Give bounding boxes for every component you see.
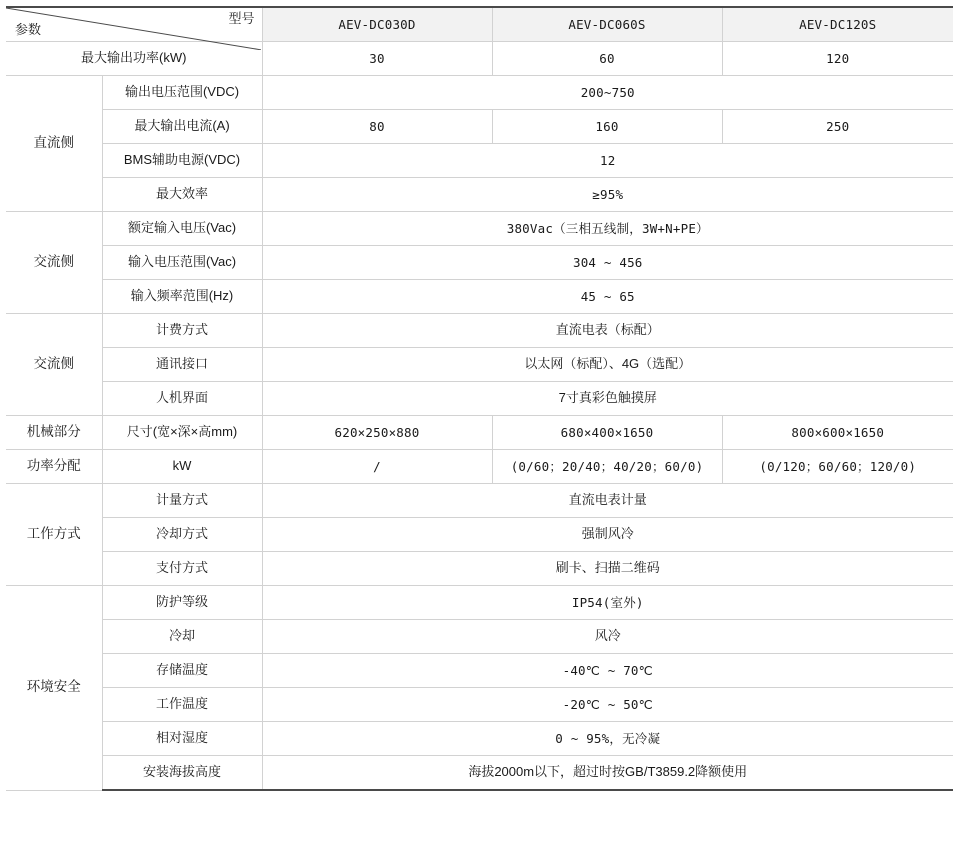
diagonal-divider-icon — [6, 8, 261, 50]
row-value-merged: 12 — [262, 144, 953, 178]
group-label-ac: 交流侧 — [6, 212, 102, 314]
row-value-merged: 风冷 — [262, 620, 953, 654]
row-item-label: 防护等级 — [102, 586, 262, 620]
table-row — [6, 348, 953, 382]
table-row — [6, 484, 953, 518]
table-row — [6, 76, 953, 110]
table-row — [6, 416, 953, 450]
row-value: 800×600×1650 — [722, 416, 953, 450]
row-value: (0/120；60/60；120/0) — [722, 450, 953, 484]
table-row — [6, 212, 953, 246]
row-item-label: 冷却 — [102, 620, 262, 654]
row-value-merged: 海拔2000m以下，超过时按GB/T3859.2降额使用 — [262, 756, 953, 791]
row-value-merged: 7寸真彩色触摸屏 — [262, 382, 953, 416]
table-row — [6, 654, 953, 688]
row-item-label: 最大输出功率(kW) — [6, 42, 262, 76]
row-value-merged: 0 ~ 95%，无冷凝 — [262, 722, 953, 756]
row-item-label: 输入频率范围(Hz) — [102, 280, 262, 314]
table-row — [6, 552, 953, 586]
corner-header-cell — [6, 7, 262, 42]
row-item-label: 支付方式 — [102, 552, 262, 586]
row-value: / — [262, 450, 492, 484]
row-value-merged: 304 ~ 456 — [262, 246, 953, 280]
row-value: 160 — [492, 110, 722, 144]
group-label-power-allocation: 功率分配 — [6, 450, 102, 484]
table-row — [6, 722, 953, 756]
row-item-label: BMS辅助电源(VDC) — [102, 144, 262, 178]
row-value-merged: 以太网（标配）、4G（选配） — [262, 348, 953, 382]
row-item-label: 输出电压范围(VDC) — [102, 76, 262, 110]
group-label-environment: 环境安全 — [6, 586, 102, 791]
row-item-label: kW — [102, 450, 262, 484]
row-value-merged: -40℃ ~ 70℃ — [262, 654, 953, 688]
row-value-merged: 刷卡、扫描二维码 — [262, 552, 953, 586]
row-item-label: 最大输出电流(A) — [102, 110, 262, 144]
parameter-label: 参数 — [15, 21, 42, 37]
table-header-row — [6, 7, 953, 42]
row-item-label: 输入电压范围(Vac) — [102, 246, 262, 280]
row-value-merged: 380Vac（三相五线制，3W+N+PE） — [262, 212, 953, 246]
row-item-label: 额定输入电压(Vac) — [102, 212, 262, 246]
row-value-merged: IP54(室外) — [262, 586, 953, 620]
row-value: 60 — [492, 42, 722, 76]
model-header-1: AEV-DC030D — [262, 7, 492, 42]
table-row — [6, 586, 953, 620]
row-value: (0/60；20/40；40/20；60/0) — [492, 450, 722, 484]
group-label-mechanical: 机械部分 — [6, 416, 102, 450]
row-value-merged: ≥95% — [262, 178, 953, 212]
row-value: 620×250×880 — [262, 416, 492, 450]
table-row — [6, 280, 953, 314]
table-row — [6, 246, 953, 280]
row-item-label: 相对湿度 — [102, 722, 262, 756]
group-label-ac-2: 交流侧 — [6, 314, 102, 416]
row-value: 680×400×1650 — [492, 416, 722, 450]
group-label-dc: 直流侧 — [6, 76, 102, 212]
row-item-label: 计费方式 — [102, 314, 262, 348]
table-row — [6, 178, 953, 212]
row-item-label: 尺寸(宽×深×高mm) — [102, 416, 262, 450]
specification-table — [6, 6, 953, 791]
row-item-label: 最大效率 — [102, 178, 262, 212]
model-header-3: AEV-DC120S — [722, 7, 953, 42]
row-item-label: 人机界面 — [102, 382, 262, 416]
table-row — [6, 382, 953, 416]
row-item-label: 通讯接口 — [102, 348, 262, 382]
table-row — [6, 756, 953, 791]
row-value-merged: 直流电表（标配） — [262, 314, 953, 348]
row-value: 250 — [722, 110, 953, 144]
table-row — [6, 450, 953, 484]
row-value: 30 — [262, 42, 492, 76]
group-label-operation: 工作方式 — [6, 484, 102, 586]
row-value: 80 — [262, 110, 492, 144]
row-item-label: 工作温度 — [102, 688, 262, 722]
row-value-merged: 200~750 — [262, 76, 953, 110]
table-row — [6, 110, 953, 144]
row-value-merged: -20℃ ~ 50℃ — [262, 688, 953, 722]
row-value-merged: 直流电表计量 — [262, 484, 953, 518]
table-row — [6, 144, 953, 178]
row-value: 120 — [722, 42, 953, 76]
table-row — [6, 620, 953, 654]
row-item-label: 计量方式 — [102, 484, 262, 518]
row-item-label: 存储温度 — [102, 654, 262, 688]
model-label: 型号 — [228, 11, 255, 26]
table-row — [6, 314, 953, 348]
row-value-merged: 强制风冷 — [262, 518, 953, 552]
row-item-label: 安装海拔高度 — [102, 756, 262, 791]
model-header-2: AEV-DC060S — [492, 7, 722, 42]
row-value-merged: 45 ~ 65 — [262, 280, 953, 314]
table-row — [6, 688, 953, 722]
table-row — [6, 518, 953, 552]
row-item-label: 冷却方式 — [102, 518, 262, 552]
